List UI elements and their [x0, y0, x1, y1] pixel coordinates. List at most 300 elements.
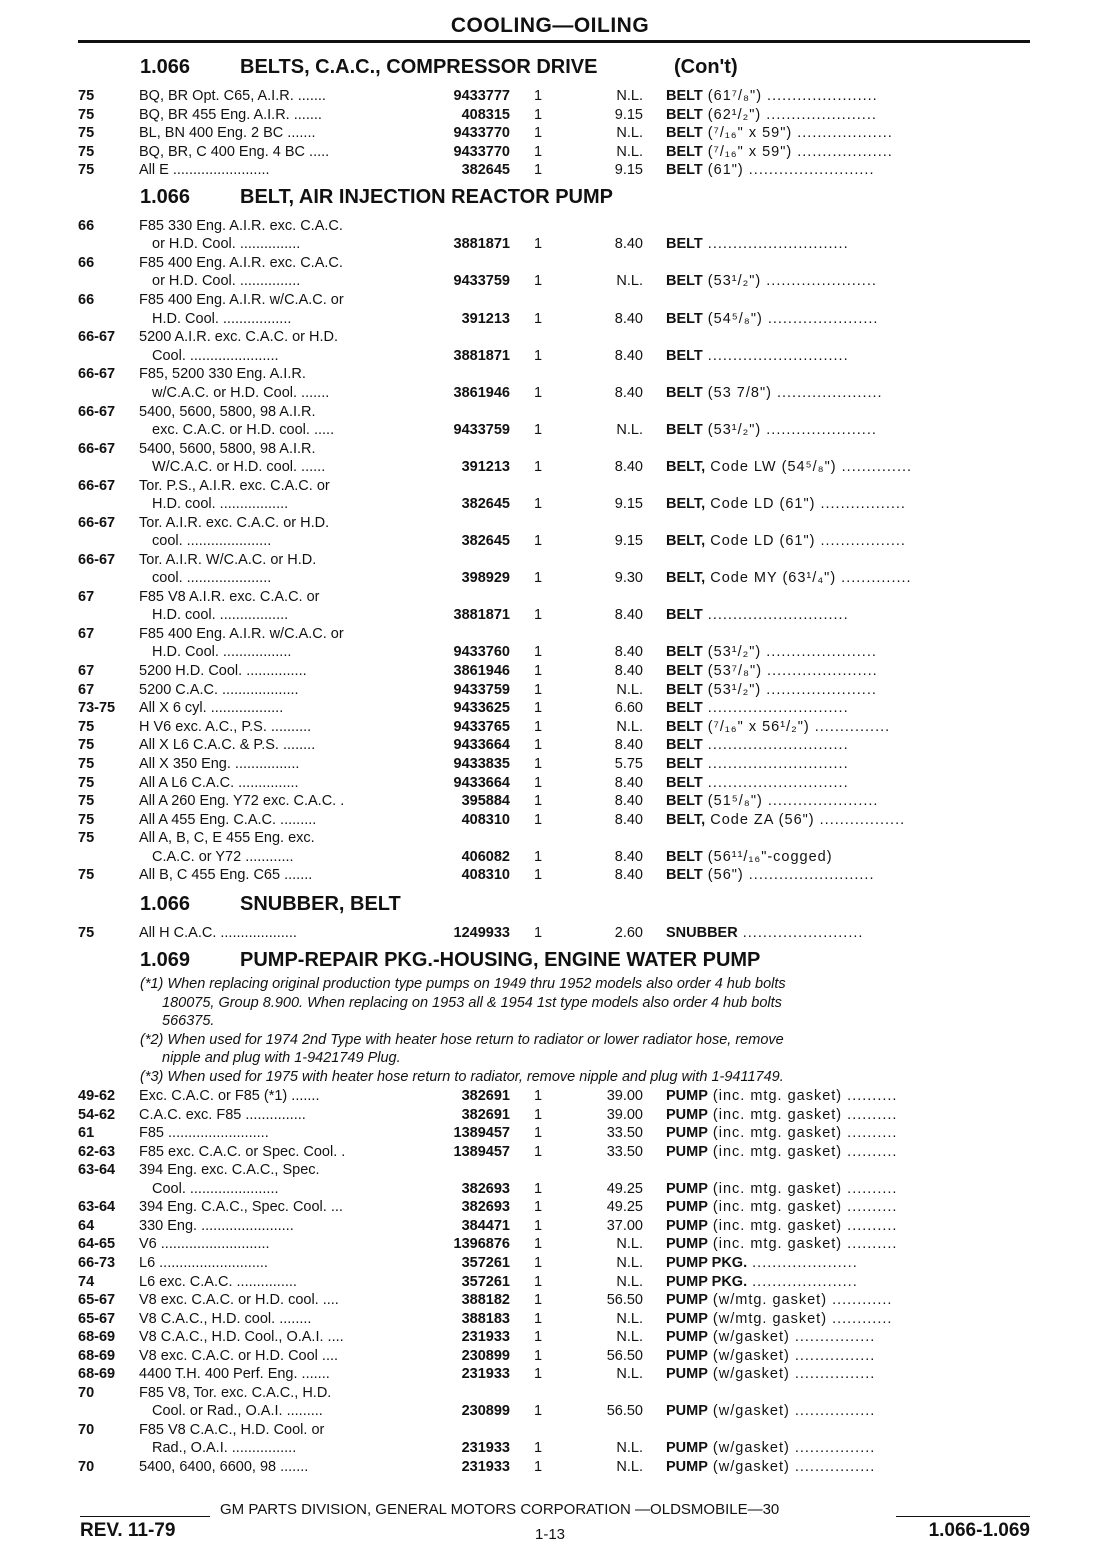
application-desc: H.D. Cool. .................: [152, 310, 292, 327]
quantity: 1: [534, 1273, 543, 1290]
quantity: 1: [534, 1347, 543, 1364]
model-year: 70: [78, 1421, 95, 1438]
part-spec: (w/gasket) ................: [707, 1347, 876, 1364]
part-name: [666, 236, 1032, 252]
part-name: [666, 644, 1032, 660]
part-number: 3881871: [453, 607, 510, 624]
row-line: [0, 1311, 1100, 1329]
model-year: 75: [78, 88, 95, 104]
part-name: [666, 700, 1032, 716]
part-name-bold: PUMP PKG.: [666, 1273, 748, 1290]
price: 49.25: [606, 1180, 643, 1197]
row-line: [0, 125, 1100, 143]
price: N.L.: [616, 1329, 643, 1346]
row-line: [0, 1274, 1100, 1292]
parts-row: [0, 737, 1100, 755]
application-desc: 394 Eng. C.A.C., Spec. Cool. ...: [139, 1199, 343, 1216]
row-line: [0, 793, 1100, 811]
part-number: 382693: [461, 1180, 510, 1197]
quantity: 1: [534, 793, 543, 810]
section-range: 1.066-1.069: [928, 1520, 1030, 1541]
part-number: 391213: [461, 458, 510, 475]
part-name: [666, 1366, 1032, 1382]
part-number: 3881871: [453, 236, 510, 253]
part-number: 230899: [461, 1347, 510, 1364]
quantity: 1: [534, 458, 543, 475]
quantity: 1: [534, 1254, 543, 1271]
quantity: 1: [534, 644, 543, 661]
price: N.L.: [616, 421, 643, 438]
application-desc: Tor. A.I.R. W/C.A.C. or H.D.: [139, 551, 317, 568]
price: 9.15: [614, 162, 643, 179]
application-desc: 5200 H.D. Cool. ...............: [139, 663, 307, 680]
part-spec: ............................: [702, 737, 849, 754]
section-heading: [140, 186, 613, 209]
part-name: [666, 162, 1032, 178]
application-desc: 5200 C.A.C. ...................: [139, 681, 299, 698]
row-line: [0, 570, 1100, 588]
application-desc: BQ, BR Opt. C65, A.I.R. .......: [139, 88, 326, 104]
row-line: [0, 1199, 1100, 1217]
part-number: 398929: [461, 570, 510, 587]
part-spec: Code MY (63¹/₄") ..............: [705, 570, 912, 587]
parts-row: [0, 867, 1100, 885]
parts-row: [0, 1199, 1100, 1217]
part-name-bold: PUMP: [666, 1459, 708, 1475]
section-title: BELTS, C.A.C., COMPRESSOR DRIVE: [240, 56, 598, 78]
quantity: 1: [534, 700, 543, 717]
row-line: [0, 1218, 1100, 1236]
model-year: 75: [78, 106, 95, 123]
row-line: [0, 1348, 1100, 1366]
parts-row: [0, 1329, 1100, 1347]
part-name: [666, 348, 1032, 364]
part-name-bold: PUMP: [666, 1236, 708, 1253]
row-line: [0, 385, 1100, 403]
part-name: [666, 849, 1032, 865]
price: 37.00: [606, 1217, 643, 1234]
application-desc: C.A.C. exc. F85 ...............: [139, 1106, 306, 1123]
model-year: 67: [78, 681, 95, 698]
row-line: [0, 1440, 1100, 1458]
part-name: [666, 867, 1032, 883]
part-number: 9433770: [453, 125, 510, 142]
model-year: 74: [78, 1273, 95, 1290]
price: N.L.: [616, 1440, 643, 1457]
parts-row: [0, 830, 1100, 867]
part-spec: .....................: [747, 1273, 858, 1290]
part-spec: (51⁵/₈") ......................: [702, 793, 879, 810]
model-year: 73-75: [78, 700, 116, 717]
model-year: 66: [78, 255, 95, 272]
price: 8.40: [614, 663, 643, 680]
part-number: 9433770: [453, 143, 510, 160]
part-name-bold: BELT: [666, 125, 703, 142]
part-spec: (53¹/₂") ......................: [702, 644, 877, 661]
application-desc: All A 455 Eng. C.A.C. .........: [139, 811, 317, 828]
price: N.L.: [616, 1459, 643, 1475]
row-line: [0, 459, 1100, 477]
part-name-bold: BELT: [666, 663, 703, 680]
model-year: 75: [78, 925, 95, 941]
part-spec: (inc. mtg. gasket) ..........: [707, 1217, 898, 1234]
quantity: 1: [534, 1236, 543, 1253]
price: N.L.: [616, 681, 643, 698]
section-title: BELT, AIR INJECTION REACTOR PUMP: [240, 186, 613, 208]
price: 8.40: [614, 811, 643, 828]
part-name: [666, 1199, 1032, 1215]
part-spec: Code LD (61") .................: [705, 533, 906, 550]
application-desc: All E ........................: [139, 162, 270, 179]
section-number: 1.066: [140, 56, 191, 78]
parts-row: [0, 756, 1100, 774]
part-name: [666, 1218, 1032, 1234]
application-desc: All X 350 Eng. ................: [139, 755, 300, 772]
note-line: 180075, Group 8.900. When replacing on 1953 all & 1954 1st type models also order 4 hub bolts: [162, 994, 782, 1011]
part-name-bold: BELT: [666, 236, 703, 253]
part-name-bold: BELT: [666, 106, 703, 123]
part-name: [666, 1292, 1032, 1308]
application-desc: L6 exc. C.A.C. ...............: [139, 1273, 297, 1290]
model-year: 66-67: [78, 403, 116, 420]
part-spec: ............................: [702, 774, 849, 791]
quantity: 1: [534, 570, 543, 587]
application-desc: 4400 T.H. 400 Perf. Eng. .......: [139, 1366, 330, 1383]
row-line: [0, 925, 1100, 943]
quantity: 1: [534, 1310, 543, 1327]
application-desc: F85 400 Eng. A.I.R. w/C.A.C. or: [139, 292, 344, 309]
price: N.L.: [616, 125, 643, 142]
quantity: 1: [534, 755, 543, 772]
model-year: 75: [78, 774, 95, 791]
application-desc: F85 330 Eng. A.I.R. exc. C.A.C.: [139, 218, 343, 234]
parts-row: [0, 925, 1100, 943]
section-heading: [140, 56, 738, 79]
price: 33.50: [606, 1125, 643, 1142]
parts-row: [0, 1107, 1100, 1125]
page-title: COOLING—OILING: [450, 14, 650, 37]
row-line: [0, 496, 1100, 514]
quantity: 1: [534, 1329, 543, 1346]
section-continued: (Con't): [674, 56, 738, 78]
model-year: 68-69: [78, 1366, 116, 1383]
parts-row: [0, 441, 1100, 478]
part-name-bold: BELT,: [666, 496, 706, 513]
application-desc: F85 V8 C.A.C., H.D. Cool. or: [139, 1421, 325, 1438]
row-line: [0, 1088, 1100, 1106]
part-spec: Code LW (54⁵/₈") ..............: [705, 458, 913, 475]
part-name: [666, 1144, 1032, 1160]
part-number: 9433759: [453, 681, 510, 698]
section-title: SNUBBER, BELT: [240, 893, 401, 915]
application-desc: All A, B, C, E 455 Eng. exc.: [139, 830, 315, 847]
model-year: 75: [78, 162, 95, 179]
part-spec: (w/mtg. gasket) ............: [707, 1292, 893, 1309]
part-name-bold: BELT: [666, 737, 703, 754]
part-name-bold: BELT: [666, 700, 703, 717]
application-desc: V8 C.A.C., H.D. cool. ........: [139, 1310, 312, 1327]
application-desc: V8 exc. C.A.C. or H.D. Cool ....: [139, 1347, 339, 1364]
price: 8.40: [614, 644, 643, 661]
row-line: [0, 218, 1100, 236]
application-desc: V8 exc. C.A.C. or H.D. cool. ....: [139, 1292, 339, 1309]
row-line: [0, 144, 1100, 162]
part-number: 395884: [461, 793, 510, 810]
part-number: 408310: [461, 811, 510, 828]
part-spec: (⁷/₁₆" x 56¹/₂") ...............: [702, 718, 891, 735]
part-number: 231933: [461, 1366, 510, 1383]
part-name-bold: BELT: [666, 681, 703, 698]
application-desc: F85 V8 A.I.R. exc. C.A.C. or: [139, 589, 320, 605]
model-year: 75: [78, 830, 95, 847]
part-number: 1389457: [453, 1143, 510, 1160]
part-name-bold: BELT: [666, 867, 703, 884]
model-year: 75: [78, 125, 95, 142]
application-desc: 5400, 5600, 5800, 98 A.I.R.: [139, 440, 316, 457]
part-number: 357261: [461, 1254, 510, 1271]
parts-row: [0, 255, 1100, 292]
application-desc: W/C.A.C. or H.D. cool. ......: [152, 458, 326, 475]
price: N.L.: [616, 718, 643, 735]
application-desc: 330 Eng. .......................: [139, 1217, 294, 1234]
row-line: [0, 719, 1100, 737]
row-line: [0, 422, 1100, 440]
part-name-bold: BELT: [666, 310, 703, 327]
model-year: 75: [78, 755, 95, 772]
part-spec: (inc. mtg. gasket) ..........: [707, 1088, 898, 1104]
price: 39.00: [606, 1088, 643, 1104]
application-desc: F85 400 Eng. A.I.R. w/C.A.C. or: [139, 626, 344, 643]
row-line: [0, 1292, 1100, 1310]
price: 8.40: [614, 793, 643, 810]
part-name: [666, 88, 1032, 104]
note-line: (*3) When used for 1975 with heater hose return to radiator, remove nipple and plug with 1-9411749.: [140, 1068, 784, 1085]
part-spec: (w/gasket) ................: [707, 1440, 876, 1457]
part-name: [666, 682, 1032, 698]
row-line: [0, 775, 1100, 793]
price: 9.30: [614, 570, 643, 587]
application-desc: 5400, 5600, 5800, 98 A.I.R.: [139, 403, 316, 420]
part-spec: (54⁵/₈") ......................: [702, 310, 879, 327]
part-spec: Code ZA (56") .................: [705, 811, 906, 828]
quantity: 1: [534, 162, 543, 179]
parts-row: [0, 1366, 1100, 1384]
parts-row: [0, 1385, 1100, 1422]
section-heading: [140, 893, 401, 916]
price: 8.40: [614, 236, 643, 253]
parts-row: [0, 404, 1100, 441]
model-year: 70: [78, 1459, 95, 1475]
price: 6.60: [614, 700, 643, 717]
model-year: 75: [78, 737, 95, 754]
quantity: 1: [534, 1125, 543, 1142]
part-name-bold: PUMP: [666, 1217, 708, 1234]
part-spec: (inc. mtg. gasket) ..........: [707, 1180, 898, 1197]
part-name: [666, 1440, 1032, 1456]
part-spec: ............................: [702, 755, 849, 772]
part-name-bold: BELT: [666, 755, 703, 772]
quantity: 1: [534, 347, 543, 364]
application-desc: BQ, BR, C 400 Eng. 4 BC .....: [139, 143, 330, 160]
model-year: 49-62: [78, 1088, 116, 1104]
part-name-bold: BELT: [666, 162, 703, 179]
price: 8.40: [614, 848, 643, 865]
part-spec: ............................: [702, 607, 849, 624]
part-name-bold: PUMP: [666, 1143, 708, 1160]
part-spec: (53 7/8") .....................: [702, 384, 883, 401]
application-desc: Cool. or Rad., O.A.I. .........: [152, 1403, 323, 1420]
parts-row: [0, 162, 1100, 180]
quantity: 1: [534, 236, 543, 253]
part-name-bold: BELT: [666, 88, 703, 104]
part-name: [666, 125, 1032, 141]
page-number: 1-13: [534, 1526, 566, 1543]
price: 8.40: [614, 310, 643, 327]
part-number: 1249933: [453, 925, 510, 941]
model-year: 63-64: [78, 1199, 116, 1216]
row-line: [0, 329, 1100, 347]
part-spec: (inc. mtg. gasket) ..........: [707, 1236, 898, 1253]
part-spec: Code LD (61") .................: [705, 496, 906, 513]
part-spec: (56¹¹/₁₆"-cogged): [702, 848, 833, 865]
part-spec: (61") .........................: [702, 162, 875, 179]
application-desc: All B, C 455 Eng. C65 .......: [139, 867, 313, 884]
part-number: 382693: [461, 1199, 510, 1216]
footer-publisher: GM PARTS DIVISION, GENERAL MOTORS CORPORATION —OLDSMOBILE—30: [220, 1501, 780, 1518]
application-desc: All A 260 Eng. Y72 exc. C.A.C. .: [139, 793, 345, 810]
parts-row: [0, 515, 1100, 552]
parts-row: [0, 663, 1100, 681]
part-name: [666, 273, 1032, 289]
part-spec: ........................: [737, 925, 864, 941]
parts-row: [0, 1088, 1100, 1106]
row-line: [0, 663, 1100, 681]
model-year: 70: [78, 1384, 95, 1401]
row-line: [0, 1403, 1100, 1421]
note-line: (*2) When used for 1974 2nd Type with heater hose return to radiator or lower radiator hose, remove: [140, 1031, 784, 1048]
part-number: 406082: [461, 848, 510, 865]
section-title: PUMP-REPAIR PKG.-HOUSING, ENGINE WATER PUMP: [240, 949, 761, 971]
application-desc: cool. .....................: [152, 570, 272, 587]
part-number: 231933: [461, 1329, 510, 1346]
application-desc: Exc. C.A.C. or F85 (*1) .......: [139, 1088, 320, 1104]
part-number: 408315: [461, 106, 510, 123]
part-name-bold: PUMP: [666, 1292, 708, 1309]
model-year: 75: [78, 793, 95, 810]
row-line: [0, 88, 1100, 106]
part-name-bold: PUMP: [666, 1440, 708, 1457]
part-spec: (53¹/₂") ......................: [702, 273, 877, 290]
part-name-bold: BELT: [666, 143, 703, 160]
row-line: [0, 1459, 1100, 1477]
part-name: [666, 422, 1032, 438]
part-name-bold: BELT: [666, 273, 703, 290]
row-line: [0, 1236, 1100, 1254]
parts-row: [0, 366, 1100, 403]
quantity: 1: [534, 125, 543, 142]
part-name-bold: BELT: [666, 384, 703, 401]
quantity: 1: [534, 310, 543, 327]
footer-rule-left: [80, 1516, 210, 1517]
part-name-bold: BELT,: [666, 533, 706, 550]
part-name-bold: PUMP: [666, 1329, 708, 1346]
application-desc: BQ, BR 455 Eng. A.I.R. .......: [139, 106, 322, 123]
model-year: 66-67: [78, 366, 116, 383]
row-line: [0, 366, 1100, 384]
part-number: 9433664: [453, 737, 510, 754]
row-line: [0, 1422, 1100, 1440]
parts-row: [0, 1422, 1100, 1459]
row-line: [0, 552, 1100, 570]
part-name-bold: BELT: [666, 421, 703, 438]
part-name: [666, 607, 1032, 623]
part-name: [666, 1403, 1032, 1419]
part-spec: (w/gasket) ................: [707, 1459, 876, 1475]
application-desc: V8 C.A.C., H.D. Cool., O.A.I. ....: [139, 1329, 344, 1346]
model-year: 75: [78, 867, 95, 884]
parts-row: [0, 812, 1100, 830]
row-line: [0, 644, 1100, 662]
application-desc: H.D. cool. .................: [152, 496, 289, 513]
application-desc: Cool. ......................: [152, 347, 279, 364]
application-desc: F85, 5200 330 Eng. A.I.R.: [139, 366, 306, 383]
part-name: [666, 1274, 1032, 1290]
part-spec: ............................: [702, 236, 849, 253]
application-desc: F85 .........................: [139, 1125, 269, 1142]
quantity: 1: [534, 1440, 543, 1457]
parts-row: [0, 1348, 1100, 1366]
part-name: [666, 737, 1032, 753]
quantity: 1: [534, 607, 543, 624]
row-line: [0, 107, 1100, 125]
part-name-bold: BELT,: [666, 458, 706, 475]
price: N.L.: [616, 88, 643, 104]
price: N.L.: [616, 1254, 643, 1271]
part-spec: (inc. mtg. gasket) ..........: [707, 1106, 898, 1123]
part-number: 9433759: [453, 273, 510, 290]
part-number: 391213: [461, 310, 510, 327]
parts-row: [0, 682, 1100, 700]
price: 8.40: [614, 347, 643, 364]
part-spec: (inc. mtg. gasket) ..........: [707, 1143, 898, 1160]
parts-row: [0, 700, 1100, 718]
part-number: 382645: [461, 162, 510, 179]
revision-label: REV. 11-79: [80, 1520, 176, 1541]
part-name: [666, 570, 1032, 586]
part-name: [666, 385, 1032, 401]
note-line: 566375.: [162, 1013, 215, 1029]
parts-row: [0, 1162, 1100, 1199]
part-name-bold: PUMP: [666, 1180, 708, 1197]
price: N.L.: [616, 1236, 643, 1253]
part-spec: (⁷/₁₆" x 59") ...................: [702, 143, 893, 160]
price: 8.40: [614, 737, 643, 754]
part-name: [666, 1459, 1032, 1475]
quantity: 1: [534, 718, 543, 735]
quantity: 1: [534, 1403, 543, 1420]
part-name: [666, 1236, 1032, 1252]
quantity: 1: [534, 533, 543, 550]
parts-row: [0, 1125, 1100, 1143]
application-desc: Tor. A.I.R. exc. C.A.C. or H.D.: [139, 514, 330, 531]
parts-row: [0, 144, 1100, 162]
part-number: 231933: [461, 1440, 510, 1457]
model-year: 64-65: [78, 1236, 116, 1253]
row-line: [0, 1255, 1100, 1273]
quantity: 1: [534, 1217, 543, 1234]
quantity: 1: [534, 1088, 543, 1104]
part-name-bold: BELT: [666, 347, 703, 364]
